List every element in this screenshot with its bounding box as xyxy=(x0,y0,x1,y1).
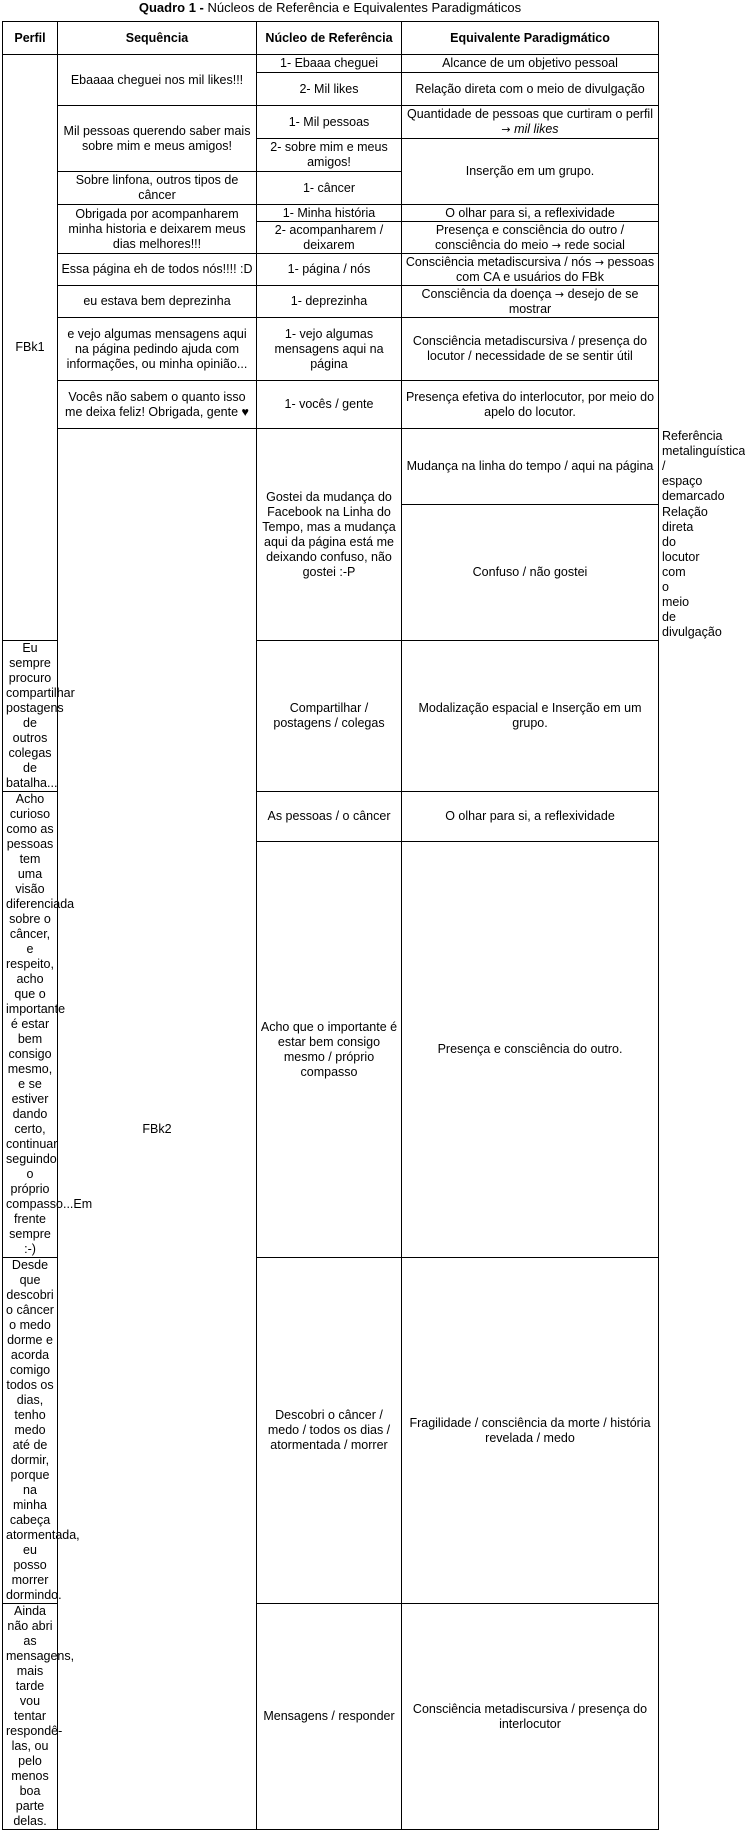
nucleus-cell: Acho que o importante é estar bem consigo mesmo / próprio compasso xyxy=(257,842,402,1258)
nucleus-cell: Descobri o câncer / medo / todos os dias / atormentada / morrer xyxy=(257,1258,402,1604)
equivalent-text: Presença e consciência do outro / consciência do meio xyxy=(435,222,625,252)
equivalent-cell: Inserção em um grupo. xyxy=(402,139,659,205)
table-row xyxy=(3,318,659,381)
sequence-cell: Eu sempre procuro compartilhar postagens de outros colegas de batalha... xyxy=(3,641,58,792)
sequence-cell: Acho curioso como as pessoas tem uma visão diferenciada sobre o câncer, e respeito, acho que o importante é estar bem consigo mesmo, e se estiver dando certo, continuar seguindo o próprio compasso...Em frente sempre :-) xyxy=(3,792,58,1258)
table-row: Confuso / não gostei Relação direta do locutor com o meio de divulgação xyxy=(3,505,659,641)
nucleus-cell: 1- Minha história xyxy=(257,205,402,222)
table-row xyxy=(3,254,659,286)
equivalent-cell xyxy=(402,106,659,139)
equivalent-cell: O olhar para si, a reflexividade xyxy=(402,205,659,222)
equivalent-cell xyxy=(402,222,659,254)
equivalent-cell: Presença e consciência do outro. xyxy=(402,842,659,1258)
nucleus-cell: 1- Mil pessoas xyxy=(257,106,402,139)
sequence-cell: eu estava bem deprezinha xyxy=(58,286,257,318)
header-nucleo: Núcleo de Referência xyxy=(257,22,402,55)
equivalent-cell: O olhar para si, a reflexividade xyxy=(402,792,659,842)
equivalent-text: rede social xyxy=(561,237,625,252)
equivalent-cell xyxy=(402,254,659,286)
nucleus-cell: 2- sobre mim e meus amigos! xyxy=(257,139,402,172)
nucleus-cell: 1- deprezinha xyxy=(257,286,402,318)
caption-text: Núcleos de Referência e Equivalentes Paradigmáticos xyxy=(203,0,522,15)
perfil-cell: FBk2 xyxy=(58,429,257,1830)
sequence-cell: e vejo algumas mensagens aqui na página pedindo ajuda com informações, ou minha opinião... xyxy=(58,318,257,381)
equivalent-cell: Relação direta com o meio de divulgação xyxy=(402,73,659,106)
equivalent-text-italic: mil likes xyxy=(510,122,559,136)
nucleus-cell: 2- acompanharem / deixarem xyxy=(257,222,402,254)
paradigm-table xyxy=(2,21,745,1830)
equivalent-cell: Consciência metadiscursiva / presença do locutor / necessidade de se sentir útil xyxy=(402,318,659,381)
equivalent-cell: Fragilidade / consciência da morte / história revelada / medo xyxy=(402,1258,659,1604)
sequence-cell: Essa página eh de todos nós!!!! :D xyxy=(58,254,257,286)
nucleus-cell: 2- Mil likes xyxy=(257,73,402,106)
equivalent-text: pessoas com CA e usuários do FBk xyxy=(456,254,655,284)
equivalent-text: Quantidade de pessoas que curtiram o perfil xyxy=(407,107,653,121)
sequence-cell: Vocês não sabem o quanto isso me deixa feliz! Obrigada, gente ♥ xyxy=(58,381,257,429)
equivalent-cell: Modalização espacial e Inserção em um grupo. xyxy=(402,641,659,792)
header-perfil: Perfil xyxy=(3,22,58,55)
table-row xyxy=(3,55,659,73)
arrow-right-icon: → xyxy=(501,123,511,136)
table-row xyxy=(3,286,659,318)
table-row xyxy=(3,106,659,139)
sequence-cell: Gostei da mudança do Facebook na Linha do Tempo, mas a mudança aqui da página está me deixando confuso, não gostei :-P xyxy=(257,429,402,641)
equivalent-cell: Presença efetiva do interlocutor, por meio do apelo do locutor. xyxy=(402,381,659,429)
sequence-cell: Mil pessoas querendo saber mais sobre mim e meus amigos! xyxy=(58,106,257,172)
equivalent-text: Consciência da doença xyxy=(421,286,555,301)
arrow-right-icon: → xyxy=(594,255,605,269)
header-row xyxy=(3,22,659,55)
sequence-cell: Desde que descobri o câncer o medo dorme e acorda comigo todos os dias, tenho medo até de dormir, porque na minha cabeça atormentada, eu posso morrer dormindo. xyxy=(3,1258,58,1604)
sequence-cell: Ainda não abri as mensagens, mais tarde vou tentar respondê-las, ou pelo menos boa parte delas. xyxy=(3,1604,58,1830)
table-row xyxy=(3,381,659,429)
nucleus-cell: Mensagens / responder xyxy=(257,1604,402,1830)
sequence-cell: Sobre linfona, outros tipos de câncer xyxy=(58,172,257,205)
nucleus-cell: 1- vejo algumas mensagens aqui na página xyxy=(257,318,402,381)
nucleus-cell: Compartilhar / postagens / colegas xyxy=(257,641,402,792)
sequence-cell: Ebaaaa cheguei nos mil likes!!! xyxy=(58,55,257,106)
arrow-right-icon: → xyxy=(551,238,561,252)
sequence-cell: Obrigada por acompanharem minha historia e deixarem meus dias melhores!!! xyxy=(58,205,257,254)
perfil-cell: FBk1 xyxy=(3,55,58,641)
table-row xyxy=(3,205,659,222)
table-row: FBk2 Gostei da mudança do Facebook na Linha do Tempo, mas a mudança aqui da página está me deixando confuso, não gostei :-P Mudança na linha do tempo / aqui na página Referência metalinguística / espaço demarcado xyxy=(3,429,659,505)
arrow-right-icon: → xyxy=(554,287,565,301)
nucleus-cell: Confuso / não gostei xyxy=(402,505,659,641)
nucleus-cell: As pessoas / o câncer xyxy=(257,792,402,842)
equivalent-text: Consciência metadiscursiva / nós xyxy=(405,254,595,269)
equivalent-cell xyxy=(402,286,659,318)
equivalent-cell: Consciência metadiscursiva / presença do interlocutor xyxy=(402,1604,659,1830)
caption-label: Quadro 1 - xyxy=(138,0,204,15)
nucleus-cell: 1- vocês / gente xyxy=(257,381,402,429)
header-equivalente: Equivalente Paradigmático xyxy=(402,22,659,55)
equivalent-text: desejo de se mostrar xyxy=(508,286,639,316)
header-sequencia: Sequência xyxy=(58,22,257,55)
nucleus-cell: Mudança na linha do tempo / aqui na página xyxy=(402,429,659,505)
nucleus-cell: 1- página / nós xyxy=(257,254,402,286)
nucleus-cell: 1- Ebaaa cheguei xyxy=(257,55,402,73)
equivalent-cell: Alcance de um objetivo pessoal xyxy=(402,55,659,73)
nucleus-cell: 1- câncer xyxy=(257,172,402,205)
table-caption xyxy=(0,0,660,16)
